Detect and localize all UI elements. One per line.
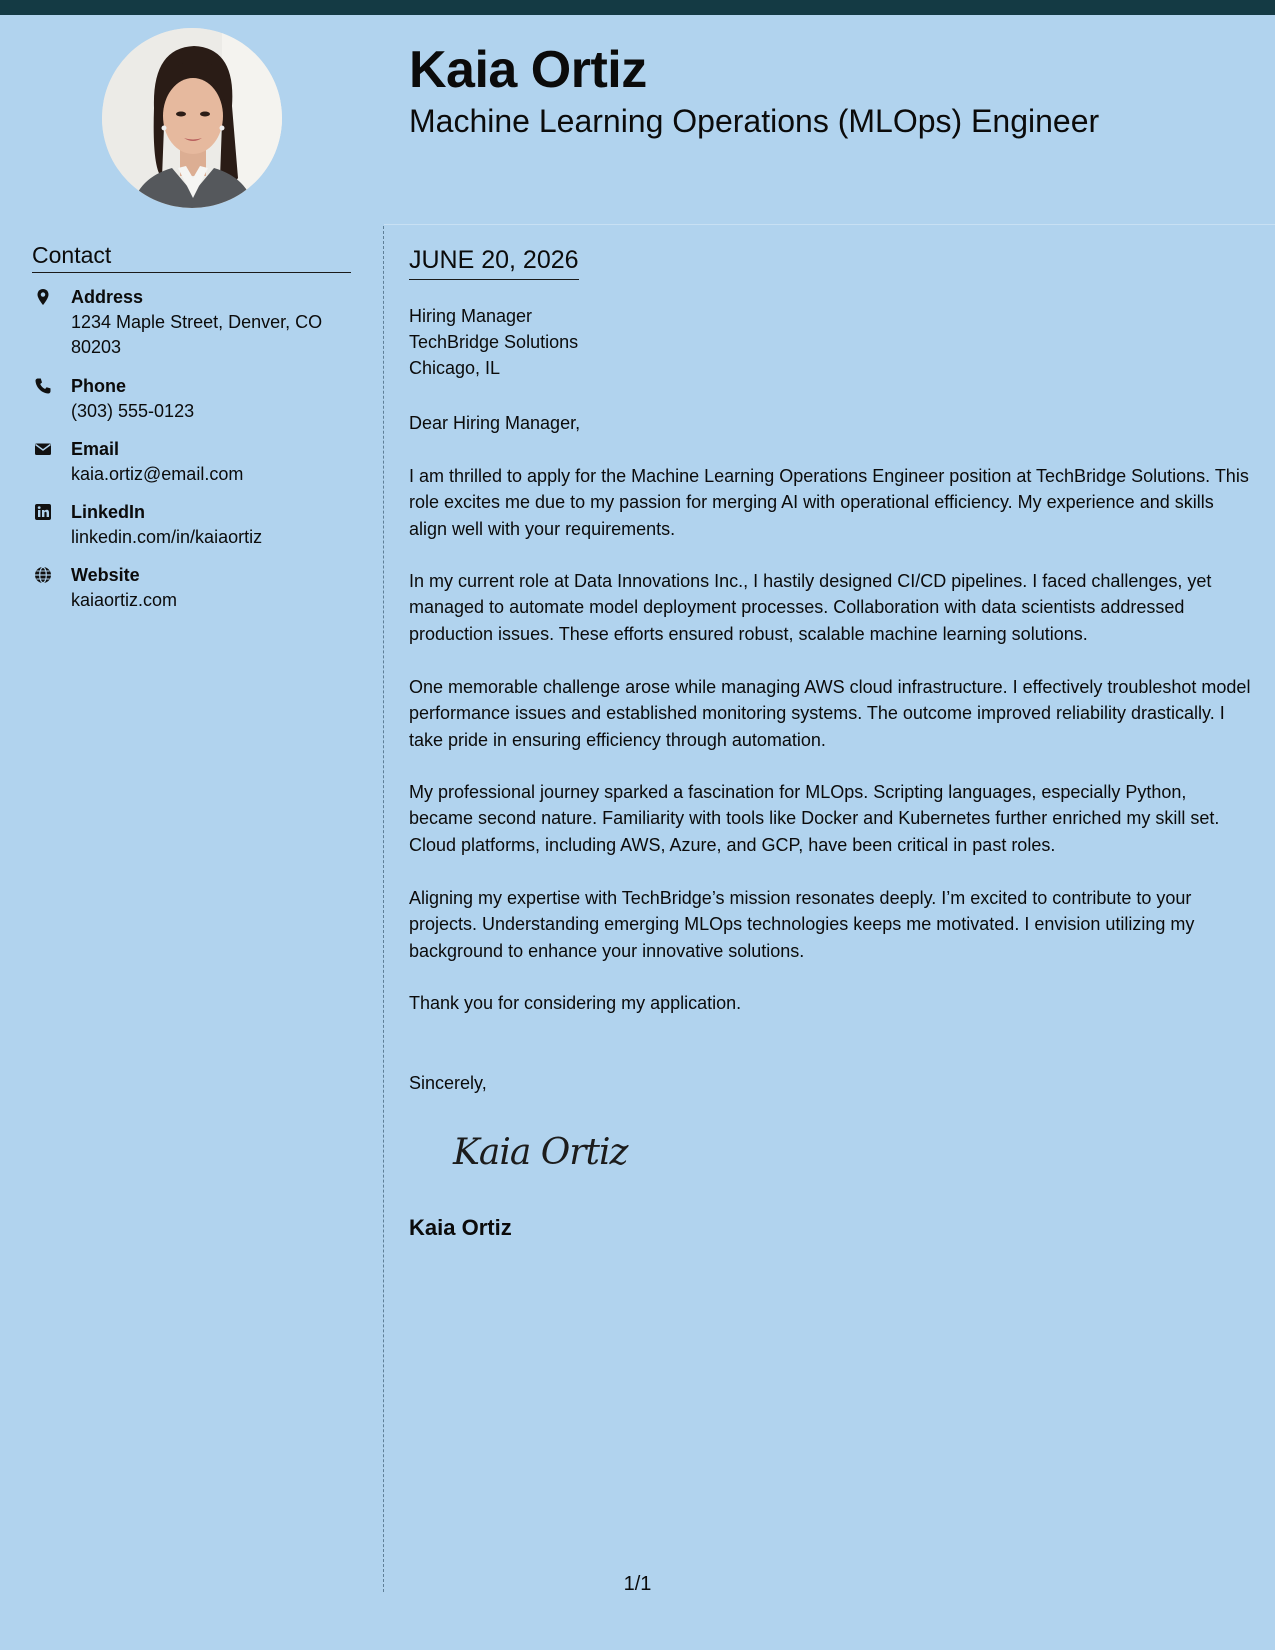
applicant-name: Kaia Ortiz (409, 41, 647, 99)
salutation: Dear Hiring Manager, (409, 413, 581, 433)
recipient-name: Hiring Manager (409, 306, 533, 326)
letter-paragraph: One memorable challenge arose while managing AWS cloud infrastructure. I effectively troubleshot model performance issues and established monitoring systems. The outcome improved reliability drastically. I take pride in ensuring efficiency through automation. (409, 677, 1251, 750)
closing: Sincerely, (409, 1073, 487, 1093)
top-accent-bar (0, 0, 1275, 15)
letter-paragraph: My professional journey sparked a fascination for MLOps. Scripting languages, especially Python, became second nature. Familiarity with tools like Docker and Kubernetes further enriched my skill set. Cloud platforms, including AWS, Azure, and GCP, have been critical in past roles. (409, 782, 1220, 855)
applicant-job-title: Machine Learning Operations (MLOps) Engineer (409, 103, 1100, 139)
contact-label-address: Address (71, 287, 144, 307)
svg-text:Kaia Ortiz: Kaia Ortiz (453, 1132, 628, 1173)
contact-label-website: Website (71, 565, 140, 585)
recipient-location: Chicago, IL (409, 358, 501, 378)
thank-you-line: Thank you for considering my application. (409, 993, 742, 1013)
letter-paragraph: Aligning my expertise with TechBridge’s mission resonates deeply. I’m excited to contribute to your projects. Understanding emerging MLOps technologies keeps me motivated. I envision utilizing my background to enhance your innovative solutions. (409, 888, 1195, 961)
contact-value-website[interactable]: kaiaortiz.com (71, 590, 178, 610)
signed-name: Kaia Ortiz (409, 1215, 512, 1240)
column-divider (383, 226, 384, 1592)
handwritten-signature (449, 1126, 659, 1178)
contact-label-phone: Phone (71, 376, 127, 396)
contact-label-email: Email (71, 439, 120, 459)
phone-icon (34, 377, 52, 395)
envelope-icon (34, 440, 52, 458)
location-pin-icon (34, 288, 52, 306)
page-number: 1/1 (623, 1573, 652, 1595)
contact-value-phone: (303) 555-0123 (71, 401, 195, 421)
linkedin-icon (34, 503, 52, 521)
letter-paragraph: I am thrilled to apply for the Machine Learning Operations Engineer position at TechBridge Solutions. This role excites me due to my passion for merging AI with operational efficiency. My experience and skills align well with your requirements. (409, 466, 1249, 539)
letter-paragraph: In my current role at Data Innovations Inc., I hastily designed CI/CD pipelines. I faced challenges, yet managed to automate model deployment processes. Collaboration with data scientists addressed production issues. These efforts ensured robust, scalable machine learning solutions. (409, 571, 1212, 644)
profile-photo (102, 28, 282, 208)
letter-date: JUNE 20, 2026 (409, 244, 579, 280)
contact-value-email[interactable]: kaia.ortiz@email.com (71, 464, 244, 484)
recipient-company: TechBridge Solutions (409, 332, 579, 352)
contact-value-linkedin[interactable]: linkedin.com/in/kaiaortiz (71, 527, 263, 547)
contact-label-linkedin: LinkedIn (71, 502, 146, 522)
contact-value-address: 1234 Maple Street, Denver, CO 80203 (71, 312, 323, 357)
globe-icon (34, 566, 52, 584)
header-divider (384, 224, 1275, 225)
contact-heading: Contact (32, 240, 351, 273)
profile-photo-image (102, 28, 282, 208)
